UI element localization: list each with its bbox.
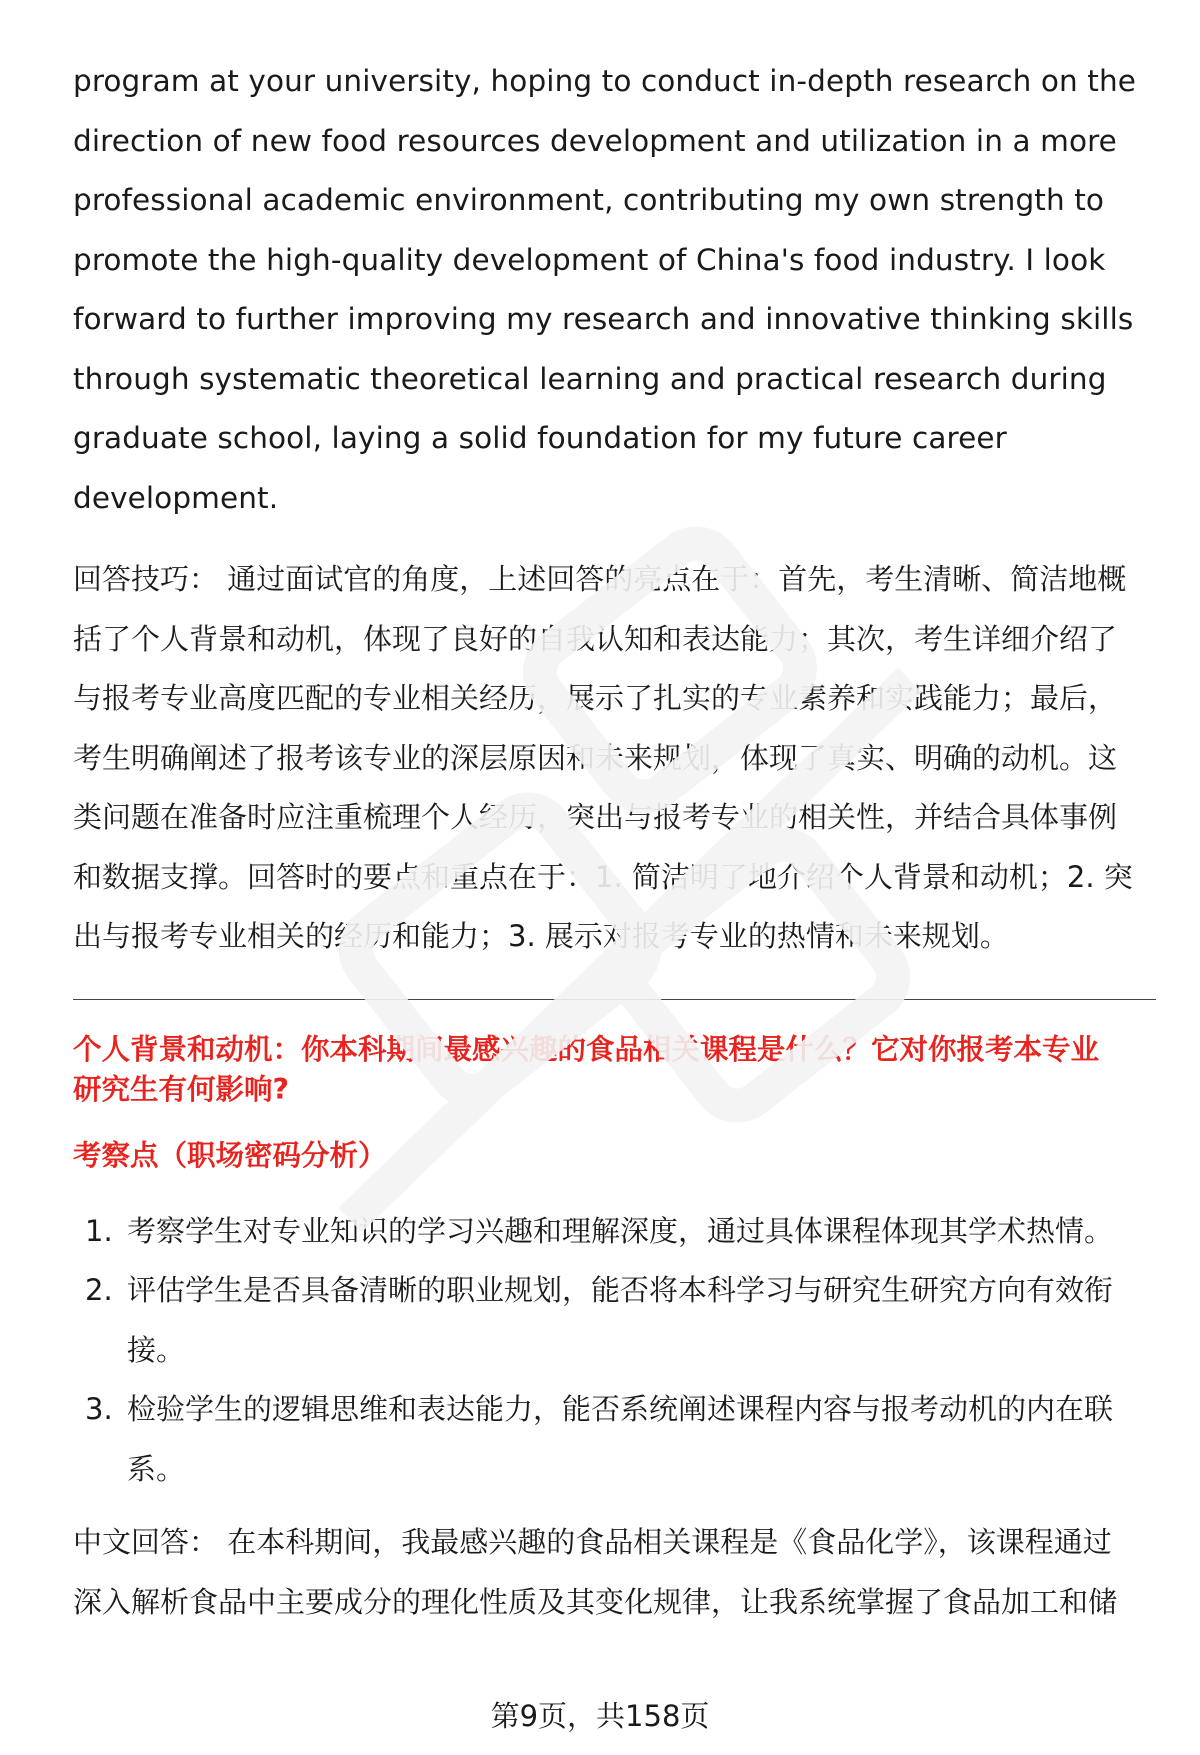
question-heading <box>73 1030 1156 1110</box>
tips-line: 类问题在准备时应注重梳理个人经历，突出与报考专业的相关性，并结合具体事例 <box>73 800 1118 834</box>
tips-line: 和数据支撑。回答时的要点和重点在于：1. 简洁明了地介绍个人背景和动机；2. 突 <box>73 859 1133 894</box>
tips-line: 回答技巧： 通过面试官的角度，上述回答的亮点在于：首先，考生清晰、简洁地概 <box>73 562 1127 596</box>
list-item-number: 1. <box>85 1213 113 1248</box>
tips-line: 考生明确阐述了报考该专业的深层原因和未来规划，体现了真实、明确的动机。这 <box>73 740 1118 775</box>
chinese-answer-paragraph <box>73 1513 1156 1632</box>
english-answer-line: forward to further improving my research and innovative thinking skills <box>73 302 1134 336</box>
list-item <box>73 1380 1156 1499</box>
tips-line: 括了个人背景和动机，体现了良好的自我认知和表达能力；其次，考生详细介绍了 <box>73 621 1118 656</box>
list-item-text: 系。 <box>127 1451 186 1486</box>
chinese-answer-line: 深入解析食品中主要成分的理化性质及其变化规律，让我系统掌握了食品加工和储 <box>73 1584 1118 1619</box>
question-line: 个人背景和动机：你本科期间最感兴趣的食品相关课程是什么？它对你报考本专业 <box>73 1032 1100 1066</box>
page-content <box>73 52 1156 1632</box>
list-item <box>73 1261 1156 1380</box>
english-answer-line: professional academic environment, contributing my own strength to <box>73 183 1105 217</box>
english-answer-line: direction of new food resources development and utilization in a more <box>73 123 1117 158</box>
english-answer-line: through systematic theoretical learning and practical research during <box>73 361 1107 396</box>
tips-line: 与报考专业高度匹配的专业相关经历，展示了扎实的专业素养和实践能力；最后， <box>73 681 1118 715</box>
list-item-text: 接。 <box>127 1332 186 1367</box>
list-item-text: 评估学生是否具备清晰的职业规划，能否将本科学习与研究生研究方向有效衔 <box>127 1273 1114 1307</box>
list-item-text: 考察学生对专业知识的学习兴趣和理解深度，通过具体课程体现其学术热情。 <box>127 1213 1114 1248</box>
english-answer-line: graduate school, laying a solid foundation for my future career <box>73 421 1007 455</box>
assessment-points-heading: 考察点（职场密码分析） <box>73 1138 387 1172</box>
section-divider <box>73 999 1156 1000</box>
english-answer-paragraph <box>73 52 1156 528</box>
question-line: 研究生有何影响? <box>73 1072 290 1106</box>
list-item-number: 3. <box>85 1392 113 1426</box>
assessment-points-list <box>73 1202 1156 1500</box>
english-answer-line: development. <box>73 480 279 515</box>
list-item-text: 检验学生的逻辑思维和表达能力，能否系统阐述课程内容与报考动机的内在联 <box>127 1392 1114 1426</box>
answer-tips-paragraph <box>73 550 1156 967</box>
chinese-answer-line: 中文回答： 在本科期间，我最感兴趣的食品相关课程是《食品化学》，该课程通过 <box>73 1525 1112 1559</box>
page-number: 第9页，共158页 <box>490 1699 710 1733</box>
list-item <box>73 1202 1156 1262</box>
list-item-number: 2. <box>85 1273 113 1307</box>
tips-line: 出与报考专业相关的经历和能力；3. 展示对报考专业的热情和未来规划。 <box>73 919 1009 953</box>
english-answer-line: promote the high-quality development of China's food industry. I look <box>73 242 1106 277</box>
english-answer-line: program at your university, hoping to conduct in-depth research on the <box>73 64 1137 98</box>
